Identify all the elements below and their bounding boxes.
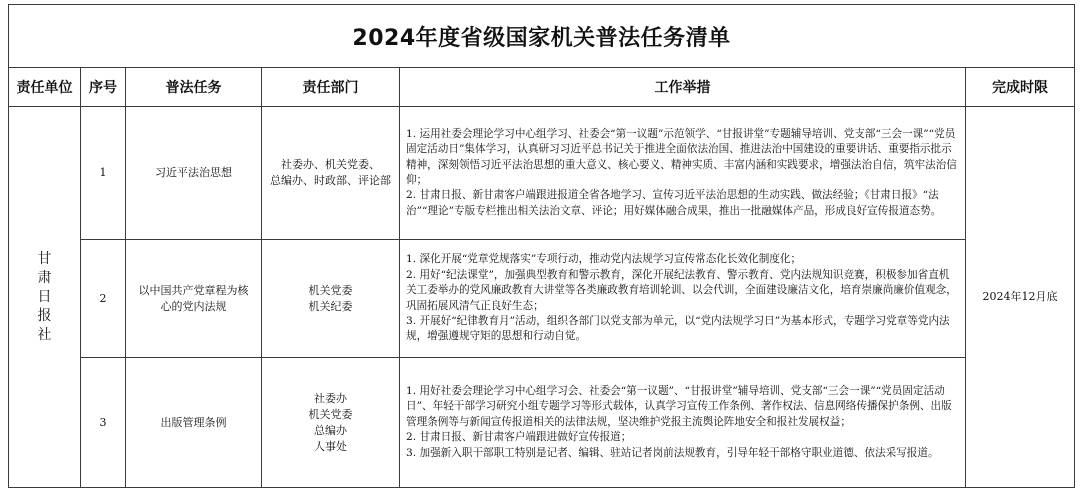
measure-item: 3. 开展好“纪律教育月”活动，组织各部门以党支部为单元，以“党内法规学习日”为基本形式，专题学习党章等党内法规，增强遵规守矩的思想和行动自觉。 (406, 314, 950, 343)
row-seq: 2 (81, 240, 126, 358)
dept-line: 机关纪委 (308, 299, 353, 313)
page-title: 2024年度省级国家机关普法任务清单 (352, 25, 731, 51)
dept-line: 社委办 (314, 391, 347, 405)
row-dept (262, 358, 400, 488)
row-task: 出版管理条例 (126, 358, 262, 488)
dept-line: 总编办 (314, 423, 347, 437)
measure-item: 1. 深化开展“党章党规落实”专项行动，推动党内法规学习宣传常态化长效化制度化； (406, 253, 802, 266)
measure-item: 1. 用好社委会理论学习中心组学习会、社委会“第一议题”、“甘报讲堂”辅导培训、党支部“三会一课”“党员固定活动日”、年轻干部学习研究小组专题学习等形式载体，认真学习宣传工作条例、著作权法、信息网络传播保护条例、出版管理条例等与新闻宣传报道相关的法律法规，坚决维护党报主流舆论阵地安全和报社发展权益； (406, 384, 952, 428)
header-seq: 序号 (81, 68, 126, 107)
row-measures (400, 107, 966, 240)
row-task: 以中国共产党章程为核心的党内法规 (126, 240, 262, 358)
header-dept: 责任部门 (262, 68, 400, 107)
responsible-unit: 甘肃日报社 (37, 250, 52, 343)
header-unit: 责任单位 (9, 68, 81, 107)
measure-item: 2. 甘肃日报、新甘肃客户端跟进报道全省各地学习、宣传习近平法治思想的生动实践、做法经验；《甘肃日报》“法治”“理论”专版专栏推出相关法治文章、评论；用好媒体融合成果，推出一批融媒体产品，形成良好宣传报道态势。 (406, 189, 942, 217)
row-dept (262, 107, 400, 240)
header-deadline: 完成时限 (966, 68, 1075, 107)
dept-line: 社委办、机关党委、 (281, 158, 380, 171)
table-row (9, 358, 1075, 488)
title-cell (9, 5, 1075, 68)
row-dept (262, 240, 400, 358)
deadline-cell: 2024年12月底 (966, 107, 1075, 488)
table-row (9, 240, 1075, 358)
header-task: 普法任务 (126, 68, 262, 107)
row-measures (400, 358, 966, 488)
task-list-table (8, 4, 1075, 488)
measure-item: 2. 用好“纪法课堂”，加强典型教育和警示教育，深化开展纪法教育、警示教育、党内法规知识竞赛，积极参加省直机关工委举办的党风廉政教育大讲堂等各类廉政教育培训轮训、以会代训，全面建设廉洁文化，培育崇廉尚廉价值观念，巩固拓展风清气正良好生态； (406, 268, 957, 312)
table-row (9, 107, 1075, 240)
row-task: 习近平法治思想 (126, 107, 262, 240)
dept-line: 人事处 (314, 439, 347, 453)
row-measures (400, 240, 966, 358)
dept-line: 总编办、时政部、评论部 (270, 174, 391, 187)
dept-line: 机关党委 (308, 407, 353, 421)
dept-line: 机关党委 (308, 283, 353, 297)
measure-item: 1. 运用社委会理论学习中心组学习、社委会“第一议题”示范领学、“甘报讲堂”专题辅导培训、党支部“三会一课”“党员固定活动日”集体学习，认真研习习近平总书记关于推进全面依法治国、推进法治中国建设的重要讲话、重要指示批示精神，深刻领悟习近平法治思想的重大意义、核心要义、精神实质、丰富内涵和实践要求，增强法治自信，筑牢法治信仰； (406, 127, 957, 186)
header-measures: 工作举措 (400, 68, 966, 107)
measure-item: 2. 甘肃日报、新甘肃客户端跟进做好宣传报道； (406, 431, 632, 444)
unit-cell (9, 107, 81, 488)
row-seq: 1 (81, 107, 126, 240)
row-seq: 3 (81, 358, 126, 488)
measure-item: 3. 加强新入职干部职工特别是记者、编辑、驻站记者岗前法规教育，引导年轻干部格守职业道德、依法采写报道。 (406, 446, 939, 459)
header-row (9, 68, 1075, 107)
